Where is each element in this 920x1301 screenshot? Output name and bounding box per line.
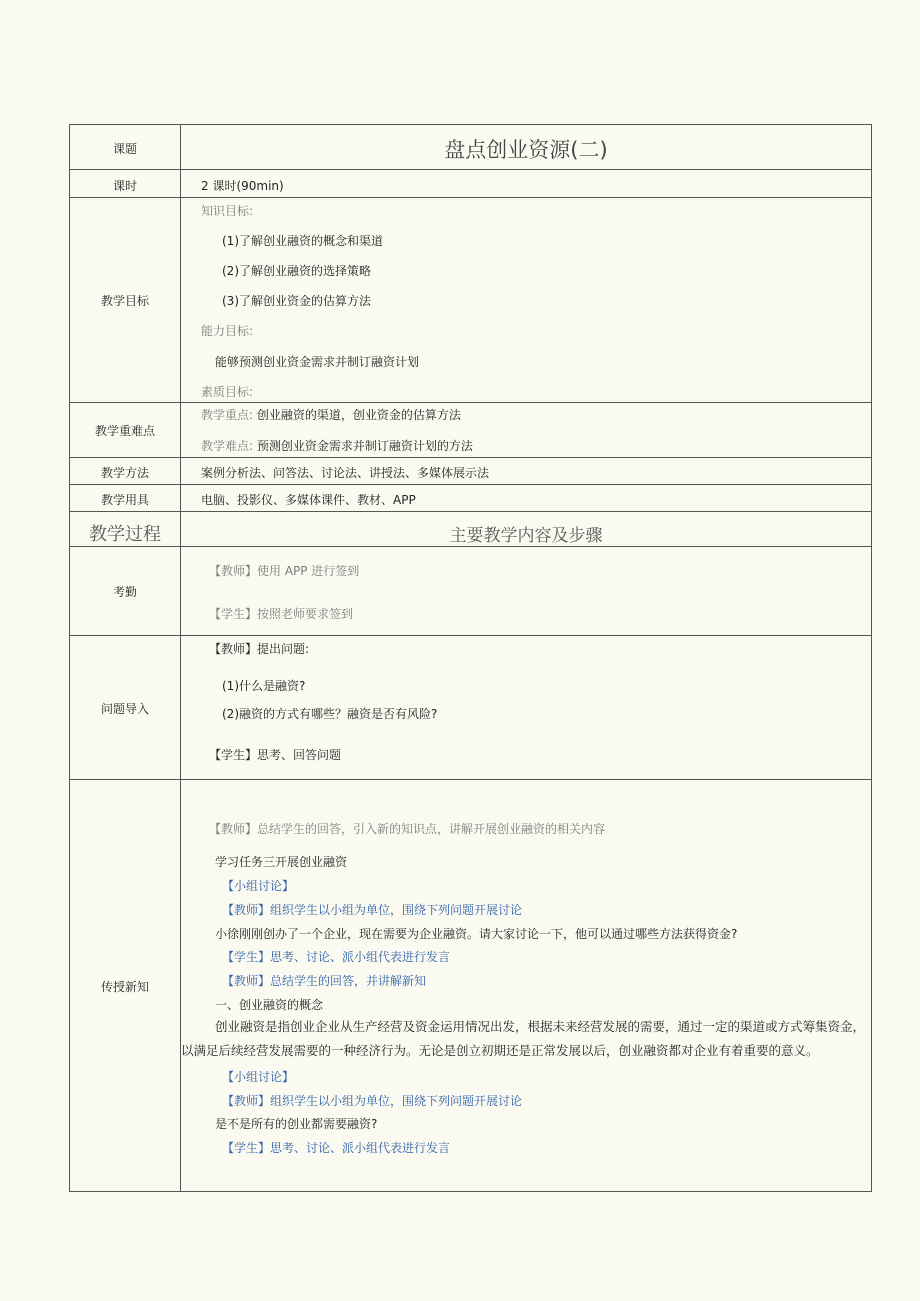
row-divider [69, 197, 871, 198]
focus-text: 创业融资的渠道，创业资金的估算方法 [256, 408, 461, 422]
nk-paragraph: 创业融资是指创业企业从生产经营及资金运用情况出发，根据未来经营发展的需要，通过一定的渠道或方式筹集资金，以满足后续经营发展需要的一种经济行为。无论是创立初期还是正常发展以后，创业融资都对企业有着重要的意义。 [181, 1019, 866, 1058]
nk-line: 学习任务三开展创业融资 [215, 855, 348, 869]
knowledge-item: (1)了解创业融资的概念和渠道 [222, 234, 383, 248]
row-divider [69, 457, 871, 458]
attendance-teacher: 【教师】使用 APP 进行签到 [209, 564, 360, 578]
table-border-bottom [69, 1191, 871, 1192]
row-divider [69, 511, 871, 512]
row-divider [69, 484, 871, 485]
row-divider [69, 546, 871, 547]
nk-line: 【教师】总结学生的回答，引入新的知识点，讲解开展创业融资的相关内容 [209, 822, 606, 836]
nk-line: 【学生】思考、讨论、派小组代表进行发言 [222, 1141, 451, 1155]
tools-label: 教学用具 [100, 493, 149, 507]
knowledge-item: (3)了解创业资金的估算方法 [222, 294, 371, 308]
nk-line: 【教师】总结学生的回答，并讲解新知 [222, 974, 427, 988]
difficulty-line [201, 437, 473, 454]
topic-title: 盘点创业资源(二) [444, 138, 608, 162]
row-divider [69, 635, 871, 636]
intro-question-2: (2)融资的方式有哪些？融资是否有风险? [222, 707, 438, 721]
hours-value: 2 课时(90min) [201, 179, 284, 193]
nk-line: 小徐刚刚创办了一个企业，现在需要为企业融资。请大家讨论一下，他可以通过哪些方法获得资金? [215, 927, 738, 941]
tools-value: 电脑、投影仪、多媒体课件、教材、APP [201, 493, 416, 507]
ability-item: 能够预测创业资金需求并制订融资计划 [215, 355, 420, 369]
row-divider [69, 779, 871, 780]
focus-line [201, 406, 461, 423]
nk-line: 【学生】思考、讨论、派小组代表进行发言 [222, 950, 451, 964]
nk-line: 【教师】组织学生以小组为单位，围绕下列问题开展讨论 [222, 1094, 523, 1108]
methods-label: 教学方法 [100, 466, 149, 480]
key-points-label: 教学重难点 [94, 424, 155, 438]
ability-heading: 能力目标: [201, 324, 254, 338]
intro-student: 【学生】思考、回答问题 [209, 748, 342, 762]
intro-question-1: (1)什么是融资? [222, 679, 306, 693]
topic-label: 课题 [112, 142, 137, 156]
nk-line: 【小组讨论】 [222, 879, 295, 893]
attendance-label: 考勤 [112, 585, 137, 599]
objectives-label: 教学目标 [100, 294, 149, 308]
table-border-left [69, 124, 70, 1192]
nk-line: 【教师】组织学生以小组为单位，围绕下列问题开展讨论 [222, 903, 523, 917]
focus-prefix: 教学重点: [201, 408, 254, 422]
process-header-right: 主要教学内容及步骤 [449, 526, 603, 546]
nk-line: 一、创业融资的概念 [215, 998, 324, 1012]
intro-label: 问题导入 [100, 702, 149, 716]
methods-value: 案例分析法、问答法、讨论法、讲授法、多媒体展示法 [201, 466, 490, 480]
row-divider [69, 402, 871, 403]
nk-line: 【小组讨论】 [222, 1070, 295, 1084]
hours-label: 课时 [112, 179, 137, 193]
table-border-top [69, 124, 871, 125]
row-divider [69, 169, 871, 170]
table-border-right [871, 124, 872, 1192]
knowledge-item: (2)了解创业融资的选择策略 [222, 264, 371, 278]
attendance-student: 【学生】按照老师要求签到 [209, 607, 354, 621]
quality-heading: 素质目标: [201, 385, 254, 399]
knowledge-heading: 知识目标: [201, 204, 254, 218]
difficulty-text: 预测创业资金需求并制订融资计划的方法 [256, 439, 473, 453]
difficulty-prefix: 教学难点: [201, 439, 254, 453]
process-header-left: 教学过程 [89, 524, 161, 545]
nk-line: 是不是所有的创业都需要融资? [215, 1117, 378, 1131]
new-knowledge-label: 传授新知 [100, 980, 149, 994]
intro-teacher: 【教师】提出问题: [209, 642, 310, 656]
